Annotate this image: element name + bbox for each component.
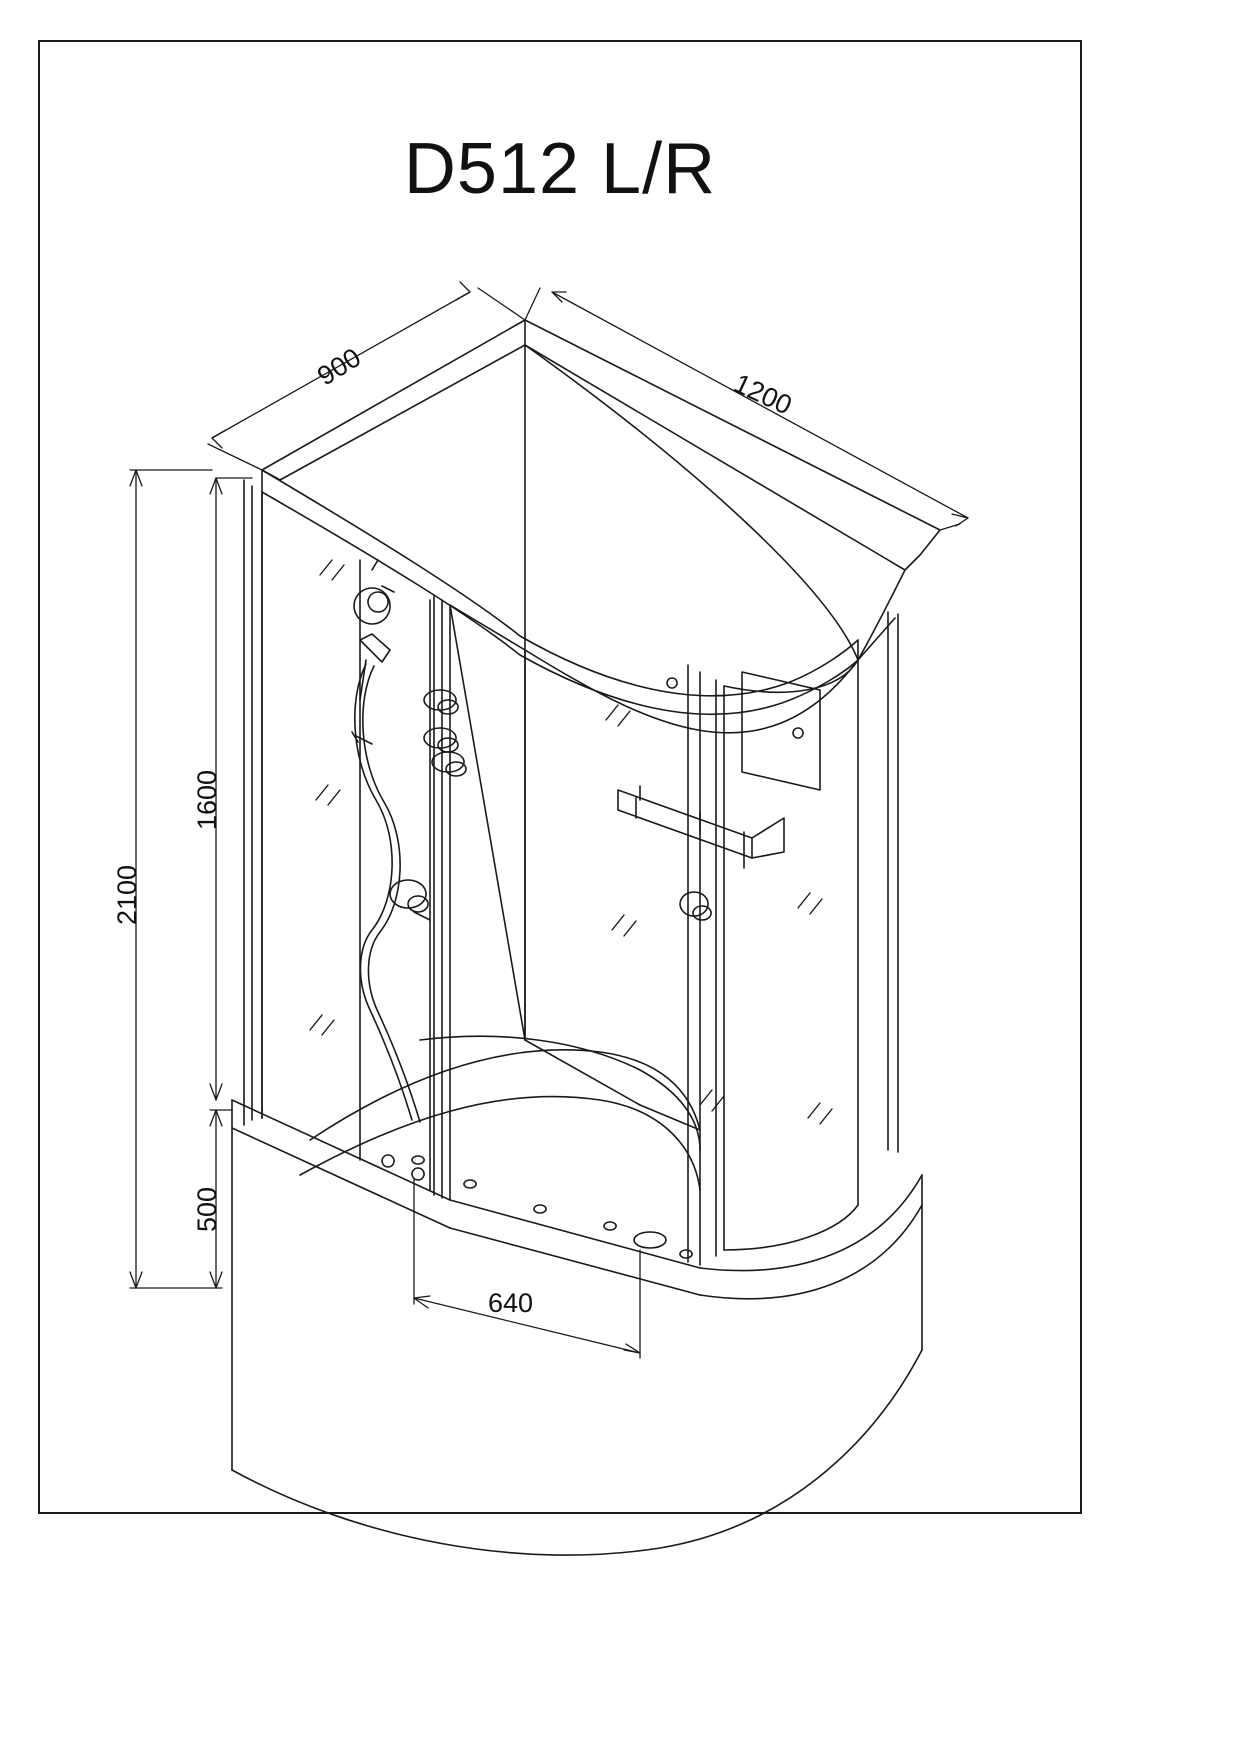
left-frame-post bbox=[244, 480, 262, 1125]
page-title: D512 L/R bbox=[403, 129, 717, 209]
right-back-glass bbox=[525, 650, 858, 1130]
back-wall-panel bbox=[450, 345, 525, 1040]
dimension-label-total-height: 2100 bbox=[112, 864, 142, 925]
shower-tray bbox=[232, 1036, 922, 1555]
right-door-rails bbox=[667, 665, 724, 1265]
shower-fixtures bbox=[352, 560, 711, 1122]
dimension-label-tray-height: 500 bbox=[192, 1186, 222, 1232]
dimension-label-cabin-height: 1600 bbox=[192, 769, 222, 830]
shelf bbox=[618, 786, 784, 868]
left-glass-panel bbox=[262, 492, 430, 1190]
dimension-label-depth: 900 bbox=[312, 342, 367, 392]
right-curved-glass bbox=[724, 612, 898, 1250]
dimension-label-width: 1200 bbox=[729, 368, 797, 421]
dimension-lines bbox=[130, 282, 968, 1358]
ceiling-panel bbox=[262, 320, 940, 660]
glass-reflections bbox=[310, 560, 832, 1124]
dimension-label-door-opening: 640 bbox=[488, 1288, 534, 1318]
